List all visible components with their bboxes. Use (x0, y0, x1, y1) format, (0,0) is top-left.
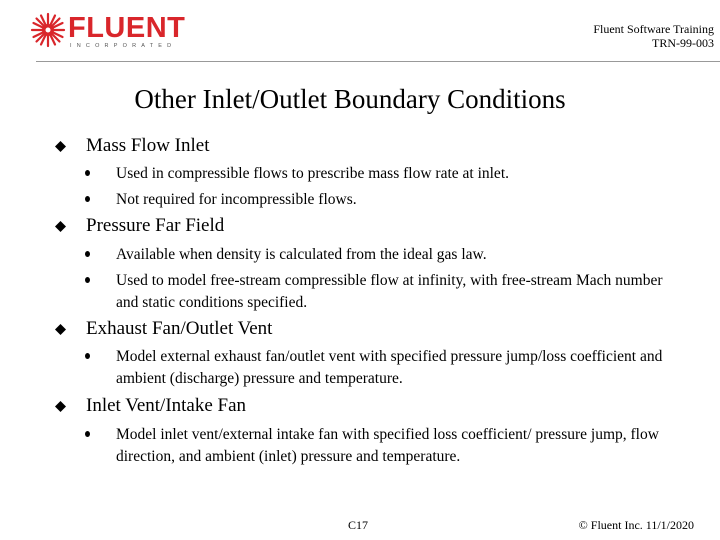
course-name: Fluent Software Training (593, 22, 714, 36)
round-bullet-icon (85, 353, 90, 359)
bullet-item-text: Used to model free-stream compressible flow at infinity, with free-stream Mach number and static conditions specified. (116, 272, 663, 311)
bullet-item-text: Model external exhaust fan/outlet vent with specified pressure jump/loss coefficient and ambient (discharge) pressure and temperature. (116, 348, 663, 387)
diamond-bullet-icon (55, 401, 66, 412)
round-bullet-icon (85, 277, 90, 283)
section-heading-text: Exhaust Fan/Outlet Vent (86, 318, 273, 339)
bullet-item-text: Model inlet vent/external intake fan with specified loss coefficient/ pressure jump, flow direction, and ambient (inlet) pressure and temperature. (116, 426, 659, 465)
copyright: © Fluent Inc. 11/1/2020 (578, 518, 694, 532)
diamond-bullet-icon (55, 221, 66, 232)
section-heading-text: Inlet Vent/Intake Fan (86, 395, 247, 416)
round-bullet-icon (85, 170, 90, 176)
diamond-bullet-icon (55, 141, 66, 152)
document-id: TRN-99-003 (652, 36, 714, 50)
bullet-item-text: Not required for incompressible flows. (116, 191, 357, 208)
slide-title: Other Inlet/Outlet Boundary Conditions (134, 84, 566, 114)
section-heading-text: Mass Flow Inlet (86, 135, 210, 156)
page-number: C17 (348, 518, 369, 532)
round-bullet-icon (85, 431, 90, 437)
section-heading-text: Pressure Far Field (86, 215, 225, 236)
round-bullet-icon (85, 196, 90, 202)
bullet-item-text: Used in compressible flows to prescribe mass flow rate at inlet. (116, 165, 509, 182)
bullet-item-text: Available when density is calculated from the ideal gas law. (116, 246, 487, 263)
logo-wordmark: FLUENT (68, 12, 186, 44)
diamond-bullet-icon (55, 324, 66, 335)
round-bullet-icon (85, 251, 90, 257)
logo-subtitle: INCORPORATED (70, 43, 177, 49)
